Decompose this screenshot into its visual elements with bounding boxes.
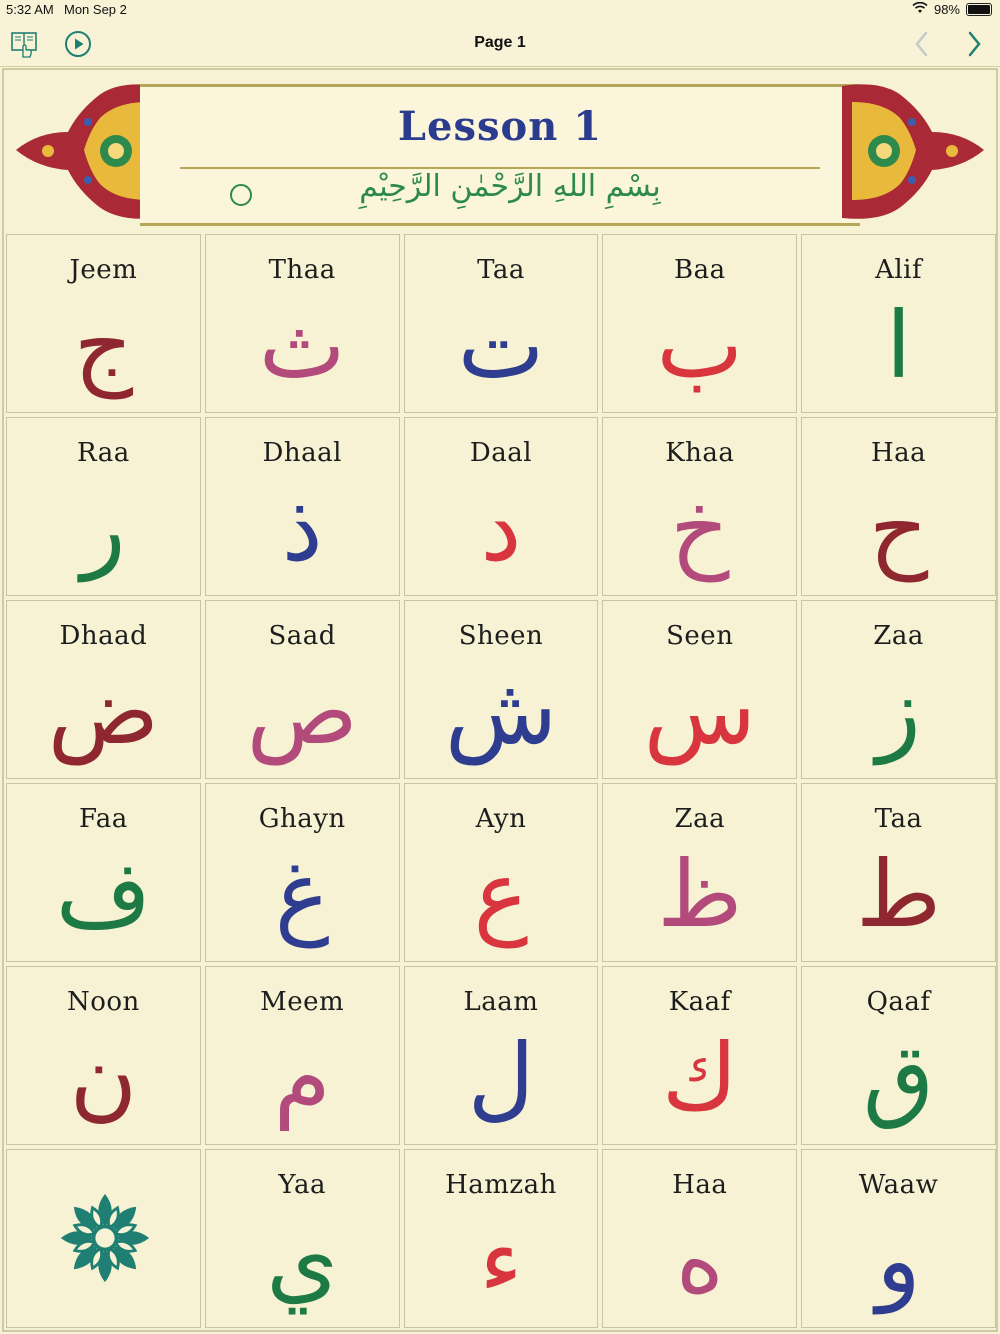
letter-name: Alif: [875, 255, 923, 285]
letter-cell[interactable]: [801, 417, 996, 596]
letter-glyph: ض: [47, 658, 160, 765]
ornament-right-icon: [842, 72, 992, 232]
letter-glyph: ت: [457, 292, 545, 399]
letter-glyph: ز: [876, 658, 921, 765]
bismillah-text: بِسْمِ اللهِ الرَّحْمٰنِ الرَّحِيْمِ: [359, 169, 661, 204]
letter-name: Thaa: [268, 255, 336, 285]
letter-cell[interactable]: [404, 417, 599, 596]
letter-glyph: ش: [444, 658, 558, 765]
letter-name: Laam: [463, 987, 539, 1017]
battery-percent: 98%: [933, 2, 960, 17]
letter-name: Kaaf: [668, 987, 731, 1017]
letter-cell[interactable]: [404, 966, 599, 1145]
letter-name: Ayn: [475, 804, 527, 834]
letter-cell[interactable]: [801, 966, 996, 1145]
banner-scroll: [140, 84, 860, 226]
letter-glyph: ه: [675, 1207, 724, 1314]
letter-glyph: ل: [467, 1024, 535, 1131]
letter-name: Noon: [66, 987, 140, 1017]
letter-glyph: ع: [473, 841, 529, 948]
status-time: 5:32 AM: [6, 2, 54, 17]
status-right: [912, 2, 992, 17]
letter-glyph: ء: [479, 1207, 523, 1314]
letter-glyph: ق: [862, 1024, 935, 1131]
letter-cell[interactable]: [801, 1149, 996, 1328]
letter-name: Qaaf: [866, 987, 931, 1017]
letter-name: Taa: [874, 804, 923, 834]
letter-glyph: خ: [670, 475, 730, 582]
letter-name: Zaa: [873, 621, 924, 651]
emblem-cell[interactable]: [6, 1149, 201, 1328]
wifi-icon: [912, 2, 928, 17]
letter-glyph: ك: [661, 1024, 738, 1131]
letter-name: Saad: [268, 621, 336, 651]
letter-glyph: غ: [274, 841, 330, 948]
letter-glyph: ذ: [281, 475, 323, 582]
letter-name: Zaa: [674, 804, 726, 834]
letter-cell[interactable]: [602, 417, 797, 596]
letter-glyph: د: [480, 475, 522, 582]
letter-cell[interactable]: [6, 966, 201, 1145]
letter-name: Daal: [469, 438, 533, 468]
lesson-title: Lesson 1: [397, 103, 603, 150]
letter-cell[interactable]: [602, 234, 797, 413]
letter-glyph: ج: [73, 292, 134, 399]
letter-glyph: ا: [885, 292, 912, 399]
letter-cell[interactable]: [801, 234, 996, 413]
letter-name: Dhaad: [59, 621, 148, 651]
letter-cell[interactable]: [801, 600, 996, 779]
letter-cell[interactable]: [205, 966, 400, 1145]
letter-cell[interactable]: [404, 600, 599, 779]
letter-name: Khaa: [665, 438, 735, 468]
letter-glyph: ف: [55, 841, 152, 948]
letter-name: Haa: [871, 438, 927, 468]
chevron-right-icon[interactable]: [958, 28, 990, 60]
letter-cell[interactable]: [205, 783, 400, 962]
letter-name: Seen: [666, 621, 734, 651]
letter-name: Meem: [260, 987, 345, 1017]
letter-glyph: ب: [656, 292, 744, 399]
letter-name: Ghayn: [258, 804, 346, 834]
circle-mark-icon: [230, 184, 252, 206]
letter-name: Sheen: [458, 621, 544, 651]
battery-icon: [966, 3, 992, 16]
letter-name: Faa: [79, 804, 128, 834]
letter-glyph: ح: [868, 475, 929, 582]
letter-cell[interactable]: [404, 234, 599, 413]
page-title: Page 1: [474, 34, 526, 51]
letter-cell[interactable]: [801, 783, 996, 962]
letter-name: Hamzah: [445, 1170, 557, 1200]
letter-cell[interactable]: [6, 417, 201, 596]
letter-glyph: ط: [856, 841, 942, 948]
status-bar: [0, 0, 1000, 20]
letter-cell[interactable]: [205, 1149, 400, 1328]
lesson-banner: [8, 72, 992, 232]
letter-glyph: و: [876, 1207, 921, 1314]
letter-cell[interactable]: [6, 783, 201, 962]
letter-cell[interactable]: [6, 234, 201, 413]
chevron-left-icon[interactable]: [906, 28, 938, 60]
lesson-page: [2, 68, 998, 1332]
letter-cell[interactable]: [205, 600, 400, 779]
letters-grid: [6, 234, 996, 1328]
letter-name: Yaa: [278, 1170, 327, 1200]
letter-cell[interactable]: [602, 600, 797, 779]
letter-cell[interactable]: [205, 234, 400, 413]
letter-cell[interactable]: [602, 783, 797, 962]
nav-bar: [0, 20, 1000, 67]
letter-glyph: ي: [266, 1207, 339, 1314]
letter-cell[interactable]: [404, 783, 599, 962]
letter-name: Jeem: [69, 255, 138, 285]
letter-glyph: ن: [69, 1024, 138, 1131]
letter-cell[interactable]: [602, 966, 797, 1145]
letter-cell[interactable]: [6, 600, 201, 779]
letter-name: Baa: [673, 255, 726, 285]
letter-glyph: ر: [81, 475, 126, 582]
letter-glyph: ث: [258, 292, 346, 399]
letter-name: Raa: [77, 438, 130, 468]
ornament-left-icon: [8, 72, 158, 232]
letter-name: Haa: [672, 1170, 728, 1200]
letter-glyph: ظ: [657, 841, 743, 948]
letter-glyph: ص: [246, 658, 358, 765]
flower-emblem-icon: [57, 1190, 153, 1286]
letter-glyph: م: [273, 1024, 331, 1131]
letter-cell[interactable]: [404, 1149, 599, 1328]
letter-name: Taa: [477, 255, 525, 285]
letter-name: Waaw: [858, 1170, 939, 1200]
letter-name: Dhaal: [262, 438, 342, 468]
letter-cell[interactable]: [602, 1149, 797, 1328]
letter-cell[interactable]: [205, 417, 400, 596]
status-date: Mon Sep 2: [64, 2, 127, 17]
letter-glyph: س: [643, 658, 756, 765]
